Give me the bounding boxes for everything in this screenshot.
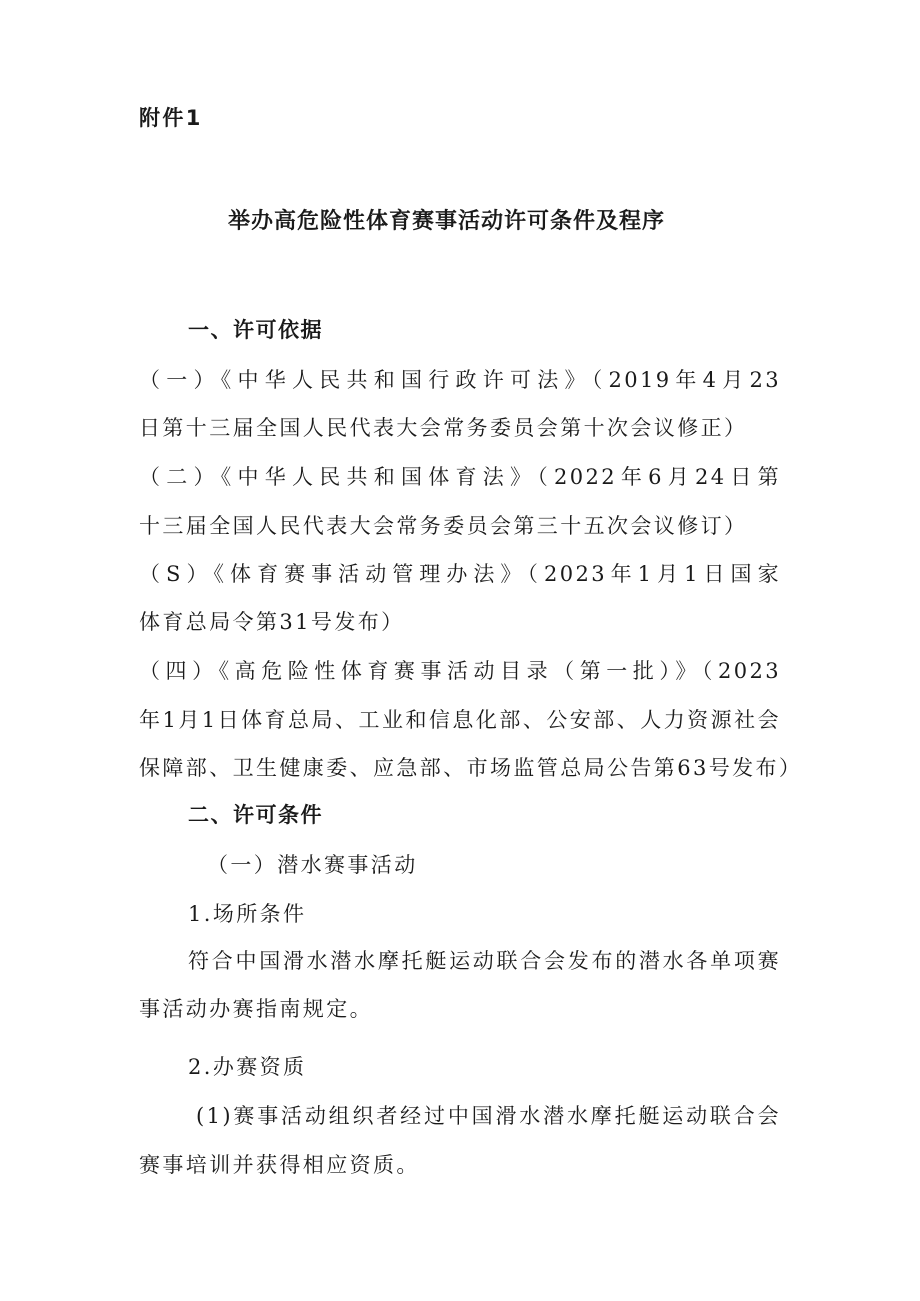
- basis-item-4-line-3: 保障部、卫生健康委、应急部、市场监管总局公告第63号发布）: [139, 756, 803, 780]
- document-title: 举办高危险性体育赛事活动许可条件及程序: [228, 209, 666, 234]
- venue-conditions-heading: 1.场所条件: [188, 902, 307, 926]
- basis-item-4-line-2: 年1月1日体育总局、工业和信息化部、公安部、人力资源社会: [139, 708, 781, 732]
- section-heading-basis: 一、许可依据: [188, 318, 323, 342]
- attachment-label: 附件1: [139, 106, 203, 130]
- basis-item-2-line-1: （二）《中华人民共和国体育法》（2022年6月24日第: [139, 465, 781, 489]
- basis-item-3-line-2: 体育总局令第31号发布）: [139, 610, 405, 634]
- venue-conditions-line-2: 事活动办赛指南规定。: [139, 997, 373, 1021]
- venue-conditions-line-1: 符合中国滑水潜水摩托艇运动联合会发布的潜水各单项赛: [188, 949, 781, 973]
- basis-item-3-line-1: （S）《体育赛事活动管理办法》（2023年1月1日国家: [139, 562, 781, 586]
- basis-item-1-line-1: （一）《中华人民共和国行政许可法》（2019年4月23: [139, 368, 781, 392]
- diving-event-subheading: （一）潜水赛事活动: [207, 853, 418, 877]
- basis-item-2-line-2: 十三届全国人民代表大会常务委员会第三十五次会议修订）: [139, 514, 748, 538]
- basis-item-4-line-1: （四）《高危险性体育赛事活动目录（第一批）》（2023: [139, 659, 781, 683]
- section-heading-conditions: 二、许可条件: [188, 803, 323, 827]
- qualification-line-2: 赛事培训并获得相应资质。: [139, 1153, 420, 1177]
- qualification-heading: 2.办赛资质: [188, 1055, 307, 1079]
- basis-item-1-line-2: 日第十三届全国人民代表大会常务委员会第十次会议修正）: [139, 416, 748, 440]
- qualification-line-1: (1)赛事活动组织者经过中国滑水潜水摩托艇运动联合会: [196, 1104, 781, 1128]
